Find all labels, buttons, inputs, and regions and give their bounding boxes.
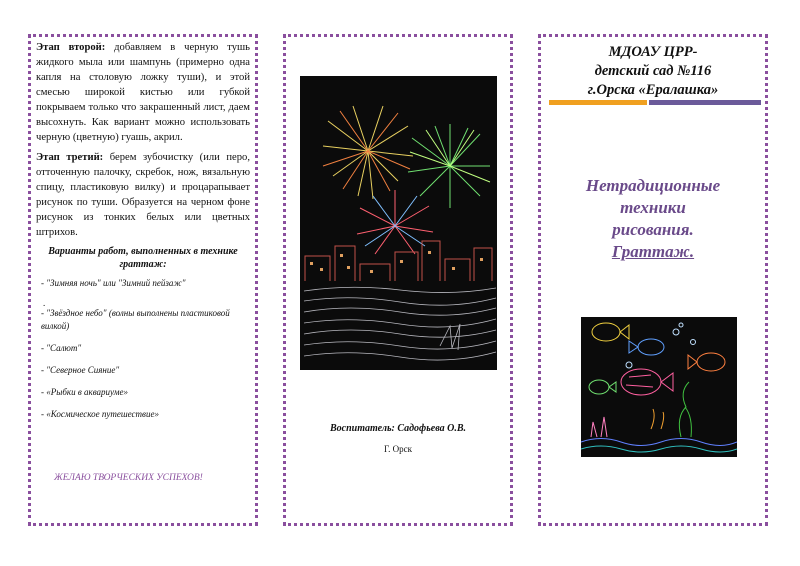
fireworks-image — [300, 76, 497, 370]
variant-item: - "Зимняя ночь" или "Зимний пейзаж" — [41, 278, 186, 288]
stage-two-label: Этап второй: — [36, 42, 106, 53]
org-line-3: г.Орска «Ералашка» — [587, 82, 719, 98]
title-line-1: Нетрадиционные — [585, 176, 721, 195]
organization-title — [541, 43, 765, 100]
title-line-3: рисования. — [612, 220, 694, 239]
purple-stripe — [649, 100, 761, 105]
stage-two-paragraph — [36, 40, 250, 145]
stage-three-text: берем зубочистку (или перо, отточенную палочку, скребок, нож, вязальную спицу, пластиковую вилку) и процарапывает рисунок по туши. Образуется на черном фоне рисунок из тонких белых или цветных штрихов. — [36, 152, 250, 238]
title-line-2: техники — [620, 198, 686, 217]
variants-title: Варианты работ, выполненных в технике граттаж: — [48, 246, 238, 270]
org-line-1: МДОАУ ЦРР- — [608, 44, 698, 60]
middle-panel — [283, 34, 513, 526]
left-panel — [28, 34, 258, 526]
variant-dot: . — [43, 298, 46, 308]
variant-item: - "Салют" — [41, 343, 82, 353]
variant-item: - "Северное Сияние" — [41, 365, 120, 375]
variant-item: - «Рыбки в аквариуме» — [41, 387, 129, 397]
stage-three-label: Этап третий: — [36, 152, 104, 163]
teacher-caption: Воспитатель: Садофьева О.В. — [329, 423, 467, 434]
title-line-4: Граттаж. — [611, 242, 695, 261]
orange-stripe — [549, 100, 647, 105]
variant-item: - «Космическое путешествие» — [41, 409, 159, 419]
stage-two-text: добавляем в черную тушь жидкого мыла или шампунь (примерно одна капля на столовую ложку туши), и этой смесью широкой кистью или губкой покрываем только что закрашенный лист, даем высохнуть. Как вариант можно использовать черную (цветную) гуашь, акрил. — [36, 42, 250, 143]
fish-aquarium-image — [581, 317, 737, 457]
technique-title — [541, 175, 765, 263]
org-line-2: детский сад №116 — [594, 63, 712, 79]
variant-item: - "Звёздное небо" (волны выполнены пластиковой вилкой) — [41, 308, 230, 331]
right-panel — [538, 34, 768, 526]
city-caption: Г. Орск — [383, 444, 413, 454]
stage-three-paragraph — [36, 150, 250, 240]
wish-text: ЖЕЛАЮ ТВОРЧЕСКИХ УСПЕХОВ! — [54, 473, 203, 483]
